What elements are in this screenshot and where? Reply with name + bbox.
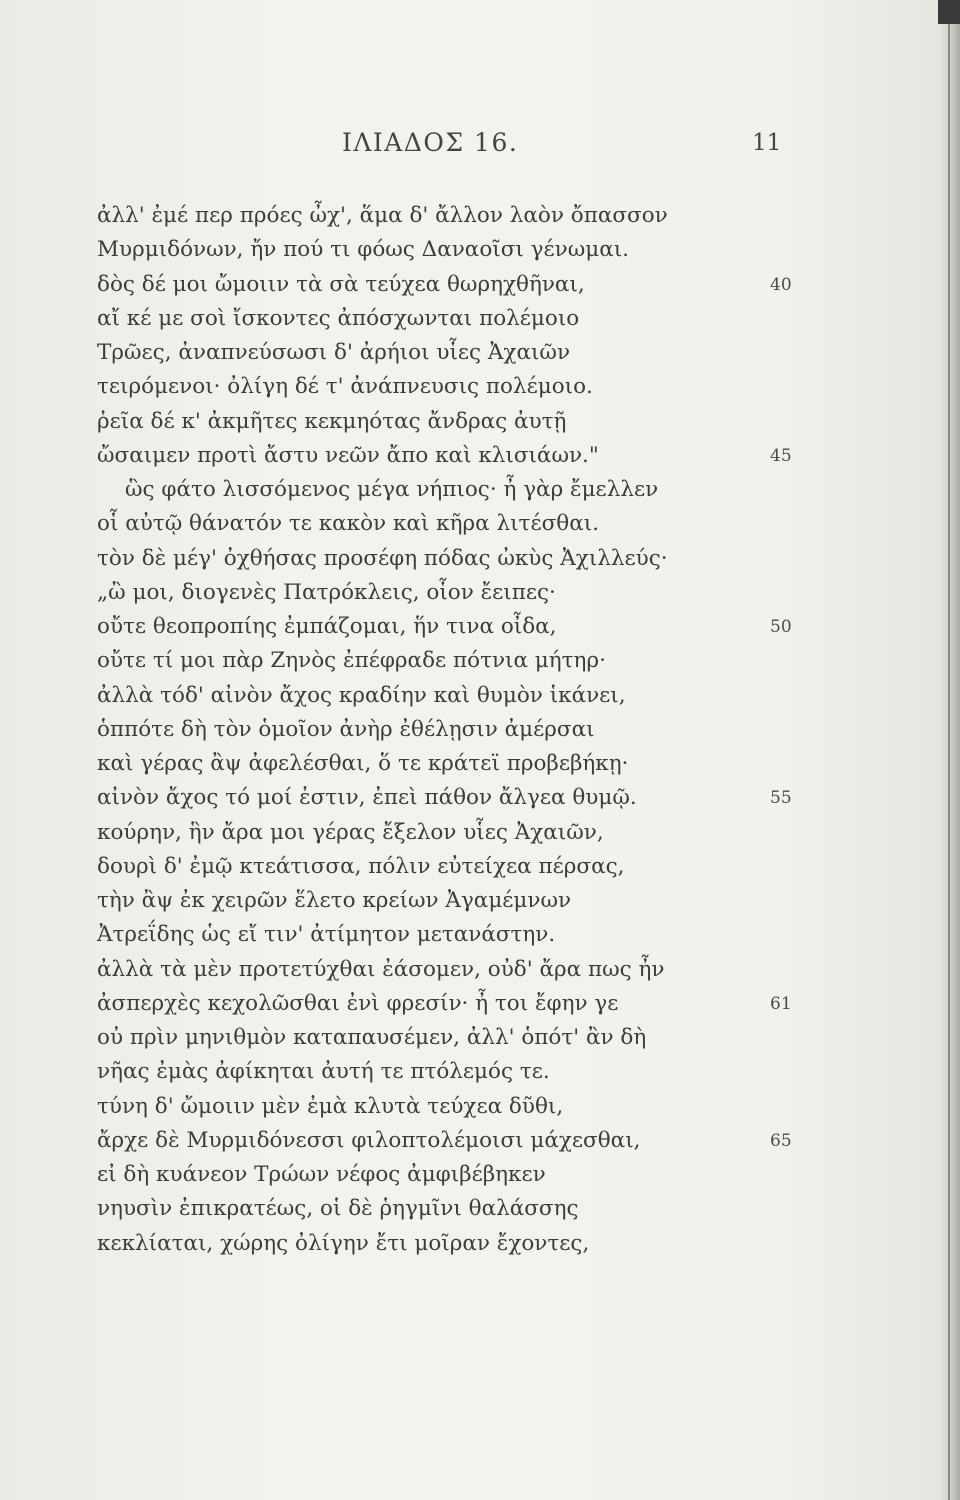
verse-line	[0, 918, 960, 952]
verse-line	[0, 1158, 960, 1192]
verse-line	[0, 1124, 960, 1158]
verse-line	[0, 268, 960, 302]
line-number: 65	[770, 1130, 792, 1151]
verse-line	[0, 1227, 960, 1261]
verse-line-text: τύνη δ' ὤμοιιν μὲν ἐμὰ κλυτὰ τεύχεα δῦθι,	[97, 1093, 564, 1119]
verse-line	[0, 1055, 960, 1089]
verse-line-text: τὴν ἂψ ἐκ χειρῶν ἕλετο κρείων Ἀγαμέμνων	[97, 888, 572, 913]
verse-line	[0, 1021, 960, 1055]
verse-line-text: τὸν δὲ μέγ' ὀχθήσας προσέφη πόδας ὠκὺς Ἀχιλλεύς·	[97, 545, 668, 571]
verse-line-text: οἷ αὐτῷ θάνατόν τε κακὸν καὶ κῆρα λιτέσθαι.	[97, 511, 599, 537]
verse-line	[0, 336, 960, 370]
verse-line	[0, 405, 960, 439]
verse-line-text: αἴ κέ με σοὶ ἴσκοντες ἀπόσχωνται πολέμοιο	[97, 305, 580, 331]
verse-line-text: ἄρχε δὲ Μυρμιδόνεσσι φιλοπτολέμοισι μάχεσθαι,	[97, 1127, 641, 1153]
verse-line-text: τειρόμενοι· ὀλίγη δέ τ' ἀνάπνευσις πολέμοιο.	[97, 374, 593, 400]
verse-line-text: ὁππότε δὴ τὸν ὁμοῖον ἀνὴρ ἐθέλῃσιν ἀμέρσαι	[97, 716, 595, 742]
verse-line	[0, 987, 960, 1021]
verse-line	[0, 542, 960, 576]
verse-line	[0, 953, 960, 987]
line-number: 50	[770, 617, 792, 637]
verse-line-text: Μυρμιδόνων, ἤν πού τι φόως Δαναοῖσι γένωμαι.	[97, 237, 629, 263]
verse-line	[0, 576, 960, 610]
verse-line	[0, 473, 960, 507]
verse-line-text: κεκλίαται, χώρης ὀλίγην ἔτι μοῖραν ἔχοντες,	[97, 1230, 590, 1256]
verse-line	[0, 302, 960, 336]
verse-line	[0, 507, 960, 541]
verse-line-text: Τρῶες, ἀναπνεύσωσι δ' ἀρήιοι υἷες Ἀχαιῶν	[97, 340, 571, 365]
verse-line-text: Ἀτρεΐδης ὡς εἴ τιν' ἀτίμητον μετανάστην.	[97, 922, 556, 948]
verse-line-text: δὸς δέ μοι ὤμοιιν τὰ σὰ τεύχεα θωρηχθῆναι,	[97, 271, 585, 297]
verse-line	[0, 370, 960, 404]
verse-line-text: οὐ πρὶν μηνιθμὸν καταπαυσέμεν, ἀλλ' ὁπότ' ἂν δὴ	[97, 1025, 647, 1050]
verse-block	[0, 199, 960, 1261]
verse-line	[0, 1090, 960, 1124]
verse-line	[0, 679, 960, 713]
verse-line	[0, 850, 960, 884]
verse-line-text: ἀσπερχὲς κεχολῶσθαι ἐνὶ φρεσίν· ἦ τοι ἔφην γε	[97, 990, 619, 1016]
verse-line-text: ἀλλὰ τὰ μὲν προτετύχθαι ἐάσομεν, οὐδ' ἄρα πως ἦν	[97, 956, 665, 982]
verse-line-text: εἰ δὴ κυάνεον Τρώων νέφος ἀμφιβέβηκεν	[97, 1162, 546, 1187]
verse-line	[0, 781, 960, 815]
verse-line-text: αἰνὸν ἄχος τό μοί ἐστιν, ἐπεὶ πάθον ἄλγεα θυμῷ.	[97, 785, 637, 811]
verse-line	[0, 884, 960, 918]
verse-line	[0, 199, 960, 233]
line-number: 55	[770, 788, 792, 809]
verse-line-text: οὔτε θεοπροπίης ἐμπάζομαι, ἥν τινα οἶδα,	[97, 614, 557, 639]
verse-line	[0, 713, 960, 747]
verse-line-text: „ὢ μοι, διογενὲς Πατρόκλεις, οἷον ἔειπες·	[97, 579, 556, 605]
verse-line	[0, 610, 960, 644]
verse-line	[0, 816, 960, 850]
line-number: 40	[770, 274, 792, 295]
line-number: 61	[770, 993, 792, 1014]
verse-line-text: δουρὶ δ' ἐμῷ κτεάτισσα, πόλιν εὐτείχεα πέρσας,	[97, 853, 625, 879]
verse-line	[0, 439, 960, 473]
verse-line-text: ῥεῖα δέ κ' ἀκμῆτες κεκμηότας ἄνδρας ἀυτῇ	[97, 408, 567, 434]
verse-line-text: οὔτε τί μοι πὰρ Ζηνὸς ἐπέφραδε πότνια μήτηρ·	[97, 648, 606, 674]
verse-line-text: ἀλλ' ἐμέ περ πρόες ὦχ', ἅμα δ' ἄλλον λαὸν ὄπασσον	[97, 203, 668, 228]
verse-line-text: νηυσὶν ἐπικρατέως, οἱ δὲ ῥηγμῖνι θαλάσσης	[97, 1196, 579, 1222]
line-number: 45	[770, 445, 792, 466]
verse-line	[0, 233, 960, 267]
verse-line	[0, 1192, 960, 1226]
verse-line-text: κούρην, ἣν ἄρα μοι γέρας ἔξελον υἷες Ἀχαιῶν,	[97, 819, 604, 845]
verse-line-text: ἀλλὰ τόδ' αἰνὸν ἄχος κραδίην καὶ θυμὸν ἱκάνει,	[97, 682, 626, 708]
verse-line-text: καὶ γέρας ἂψ ἀφελέσθαι, ὅ τε κράτεϊ προβεβήκῃ·	[97, 751, 629, 776]
page-number: 11	[752, 130, 782, 156]
verse-line	[0, 747, 960, 781]
verse-line-text: ὣς φάτο λισσόμενος μέγα νήπιος· ἦ γὰρ ἔμελλεν	[125, 477, 659, 502]
running-head: ΙΛΙΑΔΟΣ 16.	[342, 128, 519, 157]
scan-corner	[938, 0, 960, 24]
verse-line-text: νῆας ἐμὰς ἀφίκηται ἀυτή τε πτόλεμός τε.	[97, 1059, 550, 1085]
verse-line	[0, 644, 960, 678]
verse-line-text: ὤσαιμεν προτὶ ἄστυ νεῶν ἄπο καὶ κλισιάων."	[97, 442, 599, 468]
